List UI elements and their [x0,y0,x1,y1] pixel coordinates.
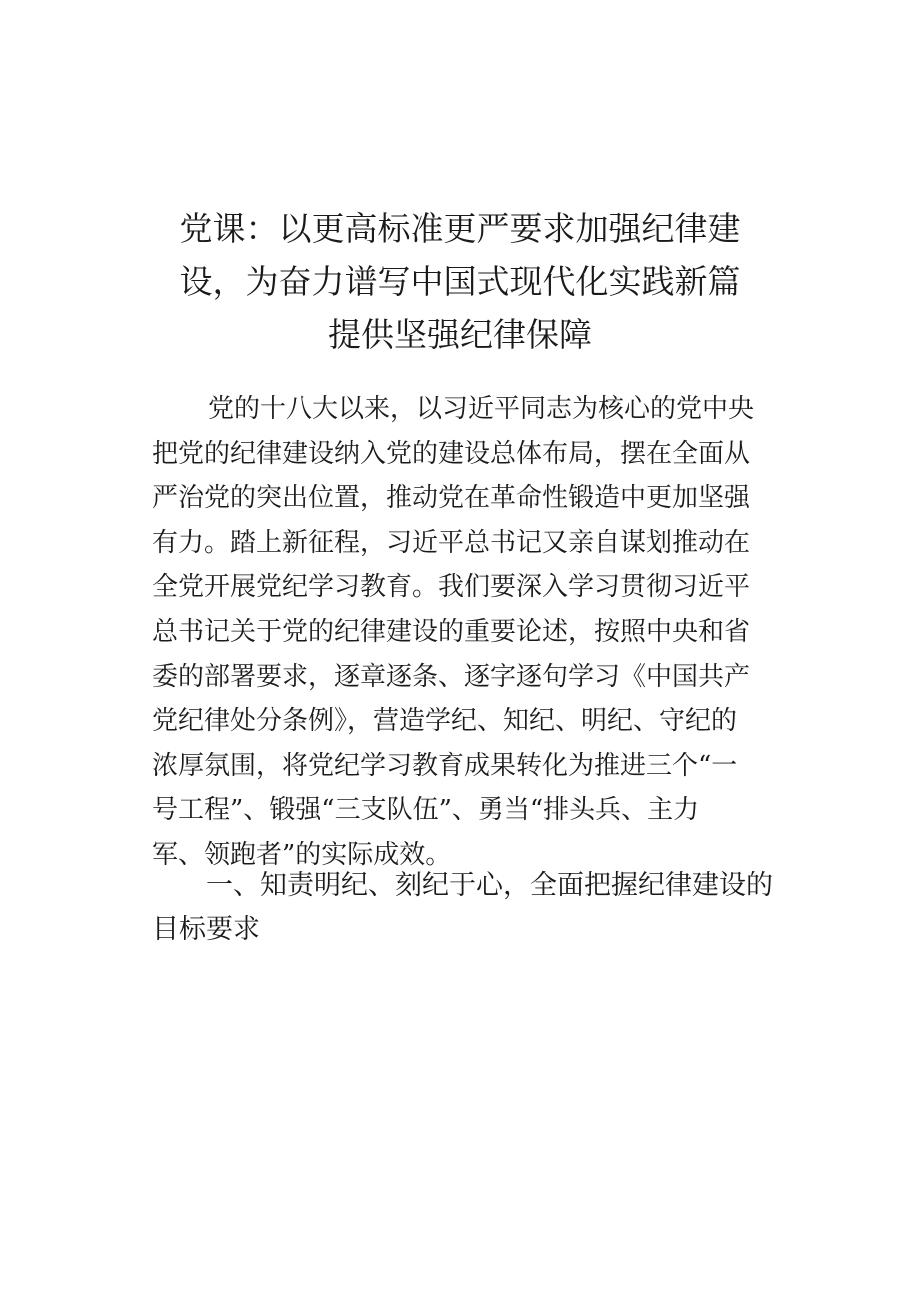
document-title [150,202,770,361]
paragraph-line: 委的部署要求，逐章逐条、逐字逐句学习《中国共产 [152,661,751,692]
paragraph-line: 严治党的突出位置，推动党在革命性锻造中更加坚强 [152,483,751,514]
paragraph-line: 浓厚氛围，将党纪学习教育成果转化为推进三个“一 [152,750,738,781]
section-heading-line: 目标要求 [152,914,260,945]
title-line: 党课：以更高标准更严要求加强纪律建 [179,209,741,248]
intro-paragraph [152,387,772,878]
section-heading [152,864,772,952]
paragraph-line: 总书记关于党的纪律建设的重要论述，按照中央和省 [152,616,751,647]
title-line: 提供坚强纪律保障 [328,315,592,354]
paragraph-line: 全党开展党纪学习教育。我们要深入学习贯彻习近平 [152,572,751,603]
paragraph-line: 号工程”、锻强“三支队伍”、勇当“排头兵、主力 [152,795,700,826]
paragraph-line: 有力。踏上新征程，习近平总书记又亲自谋划推动在 [152,527,751,558]
paragraph-line: 军、领跑者”的实际成效。 [152,839,452,870]
section-heading-line: 一、知责明纪、刻纪于心，全面把握纪律建设的 [206,870,773,901]
paragraph-line: 党纪律处分条例》，营造学纪、知纪、明纪、守纪的 [152,706,738,737]
paragraph-line: 把党的纪律建设纳入党的建设总体布局，摆在全面从 [152,438,751,469]
paragraph-line: 党的十八大以来，以习近平同志为核心的党中央 [208,394,755,424]
title-line: 设，为奋力谱写中国式现代化实践新篇 [179,262,741,301]
